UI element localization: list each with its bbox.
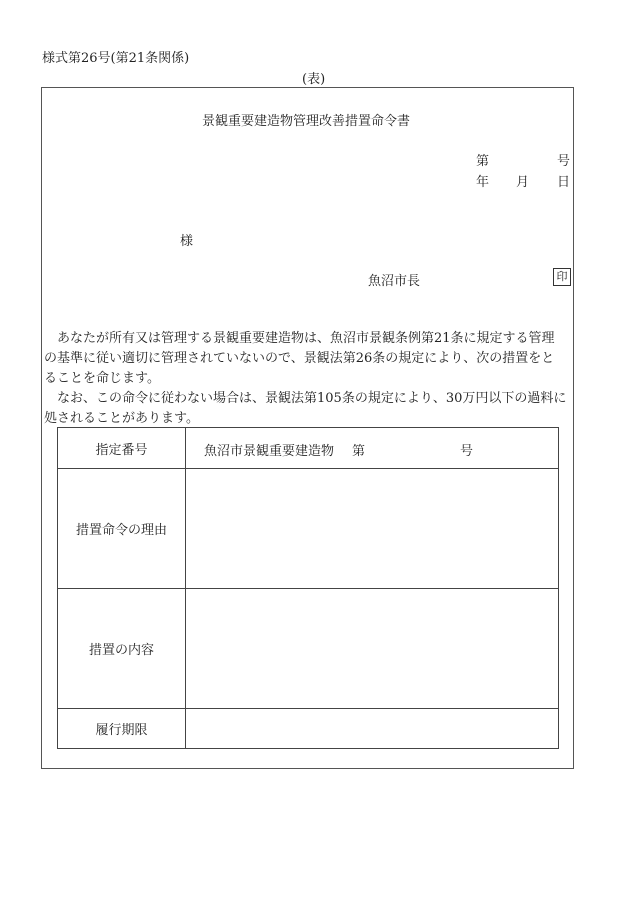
table-row (58, 589, 559, 709)
number-prefix: 第 (476, 154, 490, 169)
designation-value-cell (186, 428, 559, 469)
issuer-name: 魚沼市長 (368, 274, 421, 289)
table-row (58, 428, 559, 469)
penalty-paragraph (44, 389, 574, 429)
deadline-label: 履行期限 (58, 709, 186, 749)
order-paragraph (44, 329, 574, 389)
number-suffix: 号 (557, 154, 571, 169)
paragraph-line: あなたが所有又は管理する景観重要建造物は、魚沼市景観条例第21条に規定する管理 (44, 331, 555, 346)
date-month: 月 (516, 175, 530, 190)
designation-label: 指定番号 (58, 428, 186, 469)
table-row (58, 709, 559, 749)
order-details-table (57, 427, 559, 749)
addressee-suffix: 様 (180, 234, 194, 249)
paragraph-line: の基準に従い適切に管理されていないので、景観法第26条の規定により、次の措置をと (44, 351, 555, 366)
content-field[interactable] (186, 589, 559, 709)
paragraph-line: なお、この命令に従わない場合は、景観法第105条の規定により、30万円以下の過料に (44, 391, 567, 406)
designation-number-suffix: 号 (460, 444, 474, 459)
designation-number-prefix: 第 (352, 444, 366, 459)
paragraph-line: ることを命じます。 (44, 371, 160, 386)
document-title: 景観重要建造物管理改善措置命令書 (202, 114, 411, 129)
reason-label: 措置命令の理由 (58, 469, 186, 589)
content-label: 措置の内容 (58, 589, 186, 709)
date-year: 年 (476, 175, 490, 190)
designation-value: 魚沼市景観重要建造物 (204, 444, 335, 459)
paragraph-line: 処されることがあります。 (44, 411, 199, 426)
date-day: 日 (557, 175, 571, 190)
deadline-field[interactable] (186, 709, 559, 749)
table-row (58, 469, 559, 589)
front-side-label: (表) (302, 72, 326, 87)
form-number: 様式第26号(第21条関係) (42, 51, 190, 66)
seal-mark: 印 (553, 268, 571, 286)
reason-field[interactable] (186, 469, 559, 589)
